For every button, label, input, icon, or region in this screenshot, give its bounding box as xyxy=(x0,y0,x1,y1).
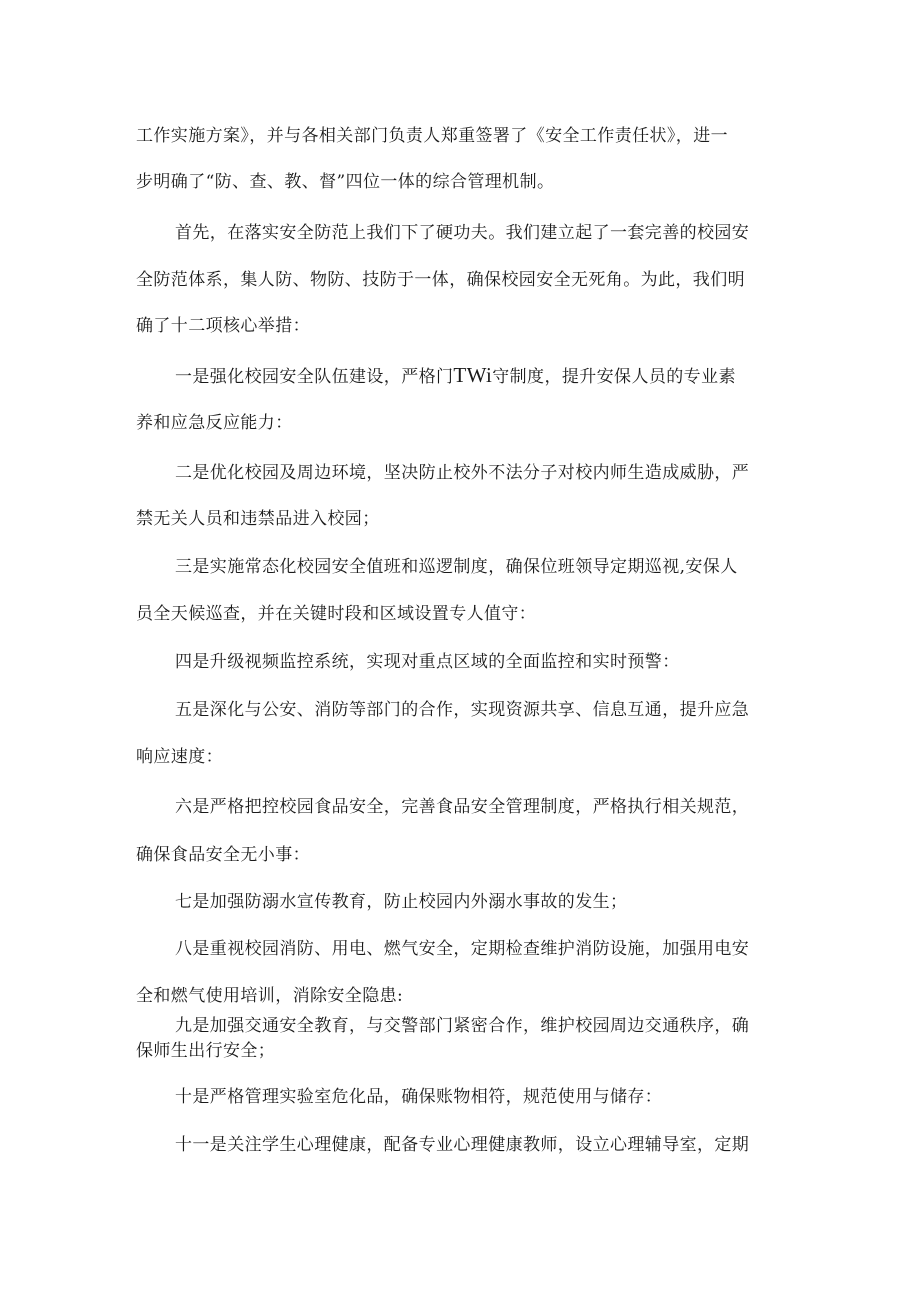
item-8-line-2: 全和燃气使用培训，消除安全隐患: xyxy=(136,986,404,1006)
paragraph-first-line-1: 首先，在落实安全防范上我们下了硬功夫。我们建立起了一套完善的校园安 xyxy=(175,223,750,243)
item-7-line-1: 七是加强防溺水宣传教育，防止校园内外溺水事故的发生； xyxy=(175,892,628,912)
item-1-line-2: 养和应急反应能力： xyxy=(136,413,293,433)
item-1-text-after: 守制度，提升安保人员的专业素 xyxy=(492,367,736,387)
paragraph-first-line-3: 确了十二项核心举措： xyxy=(136,316,310,336)
paragraph-intro-line-1: 工作实施方案》，并与各相关部门负责人郑重签署了《安全工作责任状》，进一 xyxy=(136,126,728,146)
item-3-line-2: 员全天候巡查，并在关键时段和区域设置专人值守： xyxy=(136,604,537,624)
paragraph-intro-line-2: 步明确了“防、查、教、督”四位一体的综合管理机制。 xyxy=(136,172,555,192)
item-1-text-before: 一是强化校园安全队伍建设，严格门 xyxy=(175,367,454,387)
item-10-line-1: 十是严格管理实验室危化品，确保账物相符，规范使用与储存： xyxy=(175,1087,663,1107)
item-5-line-1: 五是深化与公安、消防等部门的合作，实现资源共享、信息互通，提升应急 xyxy=(175,700,750,720)
item-11-line-1: 十一是关注学生心理健康，配备专业心理健康教师，设立心理辅导室，定期 xyxy=(175,1135,750,1155)
item-3-line-1: 三是实施常态化校园安全值班和巡逻制度，确保位班领导定期巡视,安保人 xyxy=(175,557,738,577)
item-6-line-2: 确保食品安全无小事： xyxy=(136,845,310,865)
item-9-line-1: 九是加强交通安全教育，与交警部门紧密合作，维护校园周边交通秩序，确 xyxy=(175,1016,750,1036)
item-9-line-2: 保师生出行安全； xyxy=(136,1041,276,1061)
paragraph-first-line-2: 全防范体系，集人防、物防、技防于一体，确保校园安全无死角。为此，我们明 xyxy=(136,270,745,290)
item-2-line-1: 二是优化校园及周边环境，坚决防止校外不法分子对校内师生造成威胁，严 xyxy=(175,463,750,483)
item-4-line-1: 四是升级视频监控系统，实现对重点区域的全面监控和实时预警： xyxy=(175,652,680,672)
item-1-line-1 xyxy=(175,364,736,388)
item-2-line-2: 禁无关人员和违禁品进入校园； xyxy=(136,509,380,529)
item-8-line-1: 八是重视校园消防、用电、燃气安全，定期检查维护消防设施，加强用电安 xyxy=(175,939,750,959)
item-1-latin-text: TWi xyxy=(453,363,493,387)
item-5-line-2: 响应速度： xyxy=(136,747,223,767)
item-6-line-1: 六是严格把控校园食品安全，完善食品安全管理制度，严格执行相关规范， xyxy=(175,797,750,817)
